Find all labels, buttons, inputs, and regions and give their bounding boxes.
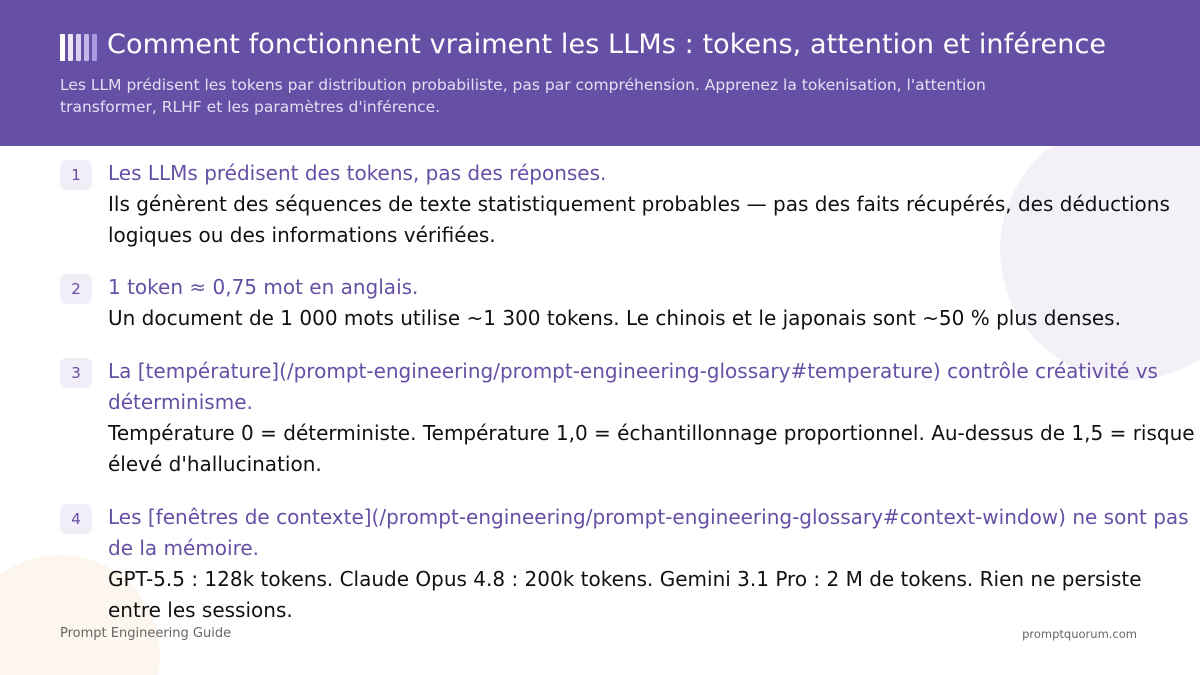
item-number-badge: 2	[60, 274, 92, 304]
list-item	[60, 356, 1195, 502]
logo-bar	[76, 34, 81, 61]
item-body: GPT-5.5 : 128k tokens. Claude Opus 4.8 : 200k tokens. Gemini 3.1 Pro : 2 M de tokens. Rien ne persiste entre les sessions.	[108, 567, 1142, 622]
item-number-badge: 4	[60, 504, 92, 534]
footer-guide-name: Prompt Engineering Guide	[60, 626, 232, 641]
vertical-bars-logo-icon	[60, 34, 97, 61]
key-points-list	[60, 158, 1195, 626]
list-item	[60, 502, 1195, 626]
item-body: Ils génèrent des séquences de texte statistiquement probables — pas des faits récupérés, des déductions logiques ou des informations vérifiées.	[108, 192, 1170, 247]
item-body: Température 0 = déterministe. Température 1,0 = échantillonnage proportionnel. Au-dessus de 1,5 = risque élevé d'hallucination.	[108, 421, 1195, 476]
item-number-badge: 1	[60, 160, 92, 190]
item-title: La [température](/prompt-engineering/prompt-engineering-glossary#temperature) contrôle créativité vs déterminisme.	[108, 359, 1158, 414]
logo-bar	[68, 34, 73, 61]
page-subtitle: Les LLM prédisent les tokens par distribution probabiliste, pas par compréhension. Apprenez la tokenisation, l'attention transformer, RLHF et les paramètres d'inférence.	[60, 76, 986, 116]
list-item	[60, 272, 1195, 356]
logo-bar	[84, 34, 89, 61]
item-title: 1 token ≈ 0,75 mot en anglais.	[108, 275, 419, 299]
item-body: Un document de 1 000 mots utilise ~1 300 tokens. Le chinois et le japonais sont ~50 % plus denses.	[108, 306, 1121, 330]
header-banner	[0, 0, 1200, 146]
footer-site-url: promptquorum.com	[1022, 627, 1137, 641]
item-title: Les [fenêtres de contexte](/prompt-engineering/prompt-engineering-glossary#context-window) ne sont pas de la mémoire.	[108, 505, 1189, 560]
page-title: Comment fonctionnent vraiment les LLMs : tokens, attention et inférence	[107, 29, 1107, 60]
item-number-badge: 3	[60, 358, 92, 388]
logo-bar	[60, 34, 65, 61]
logo-bar	[92, 34, 97, 61]
list-item	[60, 158, 1195, 272]
item-title: Les LLMs prédisent des tokens, pas des réponses.	[108, 161, 607, 185]
